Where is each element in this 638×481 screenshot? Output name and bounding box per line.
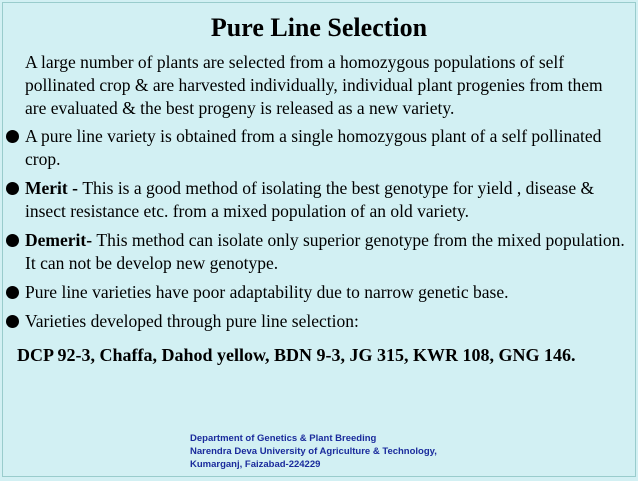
bullet-item bbox=[3, 125, 631, 171]
bullet-item-merit bbox=[3, 177, 631, 223]
bullet-list bbox=[3, 125, 631, 339]
bullet-text: Pure line varieties have poor adaptability due to narrow genetic base. bbox=[25, 282, 509, 302]
bullet-text: This is a good method of isolating the best genotype for yield , disease & insect resistance etc. from a mixed population of an old variety. bbox=[25, 178, 595, 221]
bullet-icon bbox=[6, 130, 19, 143]
bullet-lead: Demerit- bbox=[25, 230, 97, 250]
bullet-icon bbox=[6, 182, 19, 195]
bullet-item bbox=[3, 310, 631, 333]
bullet-text: Varieties developed through pure line selection: bbox=[25, 311, 359, 331]
slide-title: Pure Line Selection bbox=[210, 13, 428, 42]
bullet-item bbox=[3, 281, 631, 304]
bullet-lead: Merit - bbox=[25, 178, 83, 198]
varieties-list: DCP 92-3, Chaffa, Dahod yellow, BDN 9-3, JG 315, KWR 108, GNG 146. bbox=[17, 345, 576, 365]
bullet-text: This method can isolate only superior genotype from the mixed population. It can not be develop new genotype. bbox=[25, 230, 625, 273]
bullet-icon bbox=[6, 286, 19, 299]
bullet-text: A pure line variety is obtained from a single homozygous plant of a self pollinated crop. bbox=[25, 126, 602, 169]
footer-department: Department of Genetics & Plant Breeding bbox=[190, 433, 377, 444]
footer-affiliation bbox=[190, 432, 437, 471]
intro-paragraph: A large number of plants are selected from a homozygous populations of self pollinated crop & are harvested individually, individual plant progenies from them are evaluated & the best progeny is released as a new variety. bbox=[25, 52, 603, 118]
bullet-item-demerit bbox=[3, 229, 631, 275]
bullet-icon bbox=[6, 315, 19, 328]
bullet-icon bbox=[6, 234, 19, 247]
footer-university: Narendra Deva University of Agriculture & Technology, bbox=[190, 446, 437, 457]
slide bbox=[2, 2, 636, 477]
footer-address: Kumarganj, Faizabad-224229 bbox=[190, 459, 321, 470]
